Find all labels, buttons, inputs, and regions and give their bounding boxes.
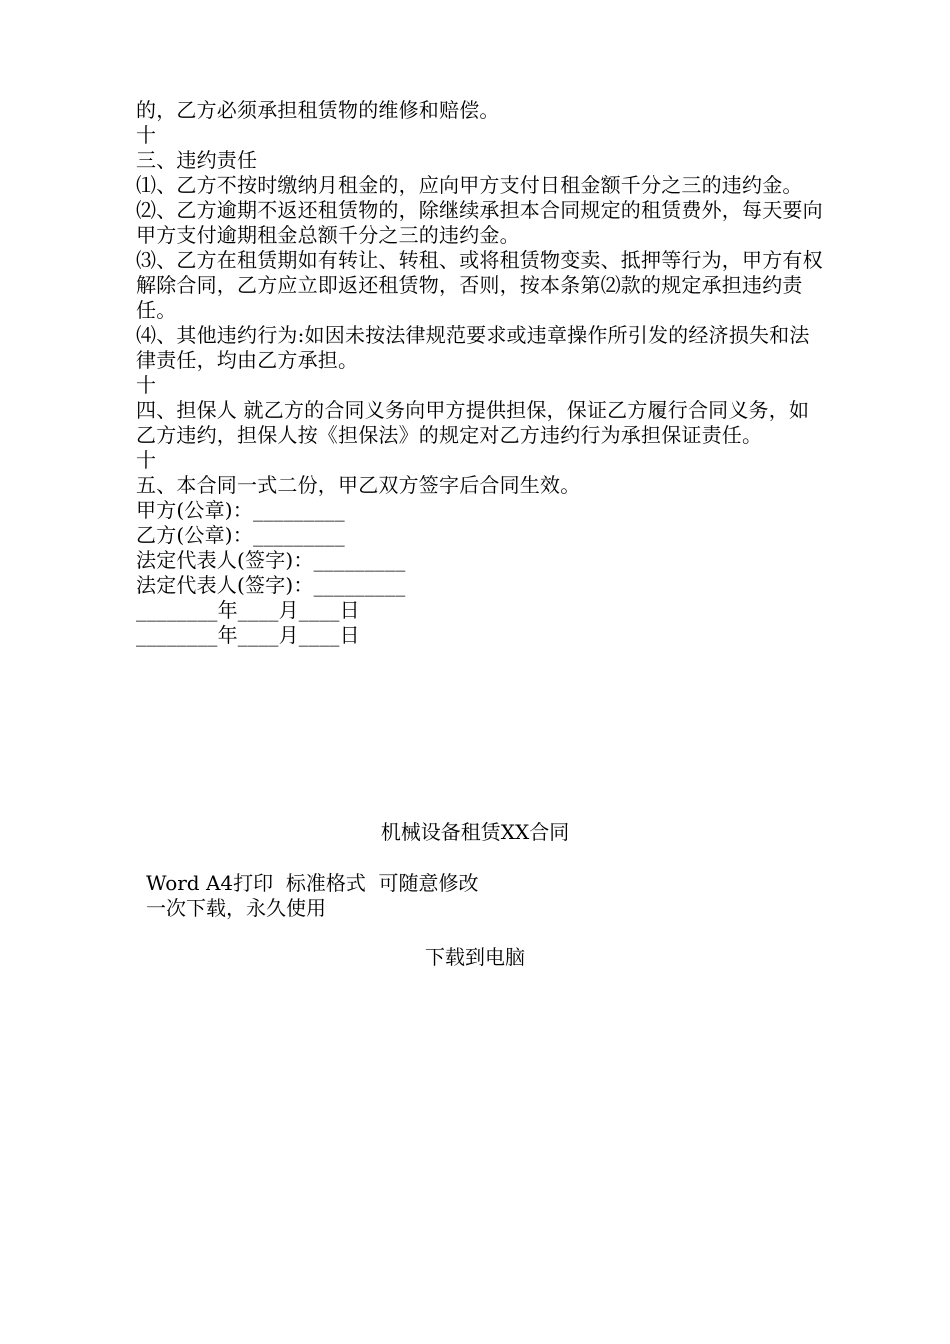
signature-line: 法定代表人(签字)：_________ [136, 573, 406, 597]
section-heading: 三、违约责任 [136, 148, 258, 172]
date-line: ________年____月____日 [136, 623, 360, 647]
clause-paragraph: ⑵、乙方逾期不返还租赁物的，除继续承担本合同规定的租赁费外，每天要向甲方支付逾期租金总额千分之三的违约金。 [136, 198, 823, 247]
date-line: ________年____月____日 [136, 598, 360, 622]
clause-paragraph: 四、担保人 就乙方的合同义务向甲方提供担保，保证乙方履行合同义务，如乙方违约，担保人按《担保法》的规定对乙方违约行为承担保证责任。 [136, 398, 810, 447]
download-link[interactable]: 下载到电脑 [425, 945, 525, 969]
contract-body [136, 98, 826, 648]
promo-line: Word A4打印 标准格式 可随意修改 [146, 871, 479, 895]
signature-line: 乙方(公章)：_________ [136, 523, 345, 547]
section-separator: 十 [136, 123, 157, 147]
promo-line: 一次下载，永久使用 [146, 896, 326, 920]
promo-text [146, 871, 479, 921]
signature-line: 甲方(公章)：_________ [136, 498, 345, 522]
clause-paragraph: ⑷、其他违约行为:如因未按法律规范要求或违章操作所引发的经济损失和法律责任，均由乙方承担。 [136, 323, 810, 372]
document-title: 机械设备租赁XX合同 [380, 820, 570, 844]
clause-paragraph: ⑴、乙方不按时缴纳月租金的，应向甲方支付日租金额千分之三的违约金。 [136, 173, 803, 197]
section-separator: 十 [136, 448, 157, 472]
contract-line: 的，乙方必须承担租赁物的维修和赔偿。 [136, 98, 500, 122]
signature-line: 法定代表人(签字)：_________ [136, 548, 406, 572]
clause-paragraph: ⑶、乙方在租赁期如有转让、转租、或将租赁物变卖、抵押等行为，甲方有权解除合同，乙方应立即返还租赁物，否则，按本条第⑵款的规定承担违约责任。 [136, 248, 823, 322]
download-section [0, 945, 950, 970]
section-separator: 十 [136, 373, 157, 397]
clause-paragraph: 五、本合同一式二份，甲乙双方签字后合同生效。 [136, 473, 581, 497]
